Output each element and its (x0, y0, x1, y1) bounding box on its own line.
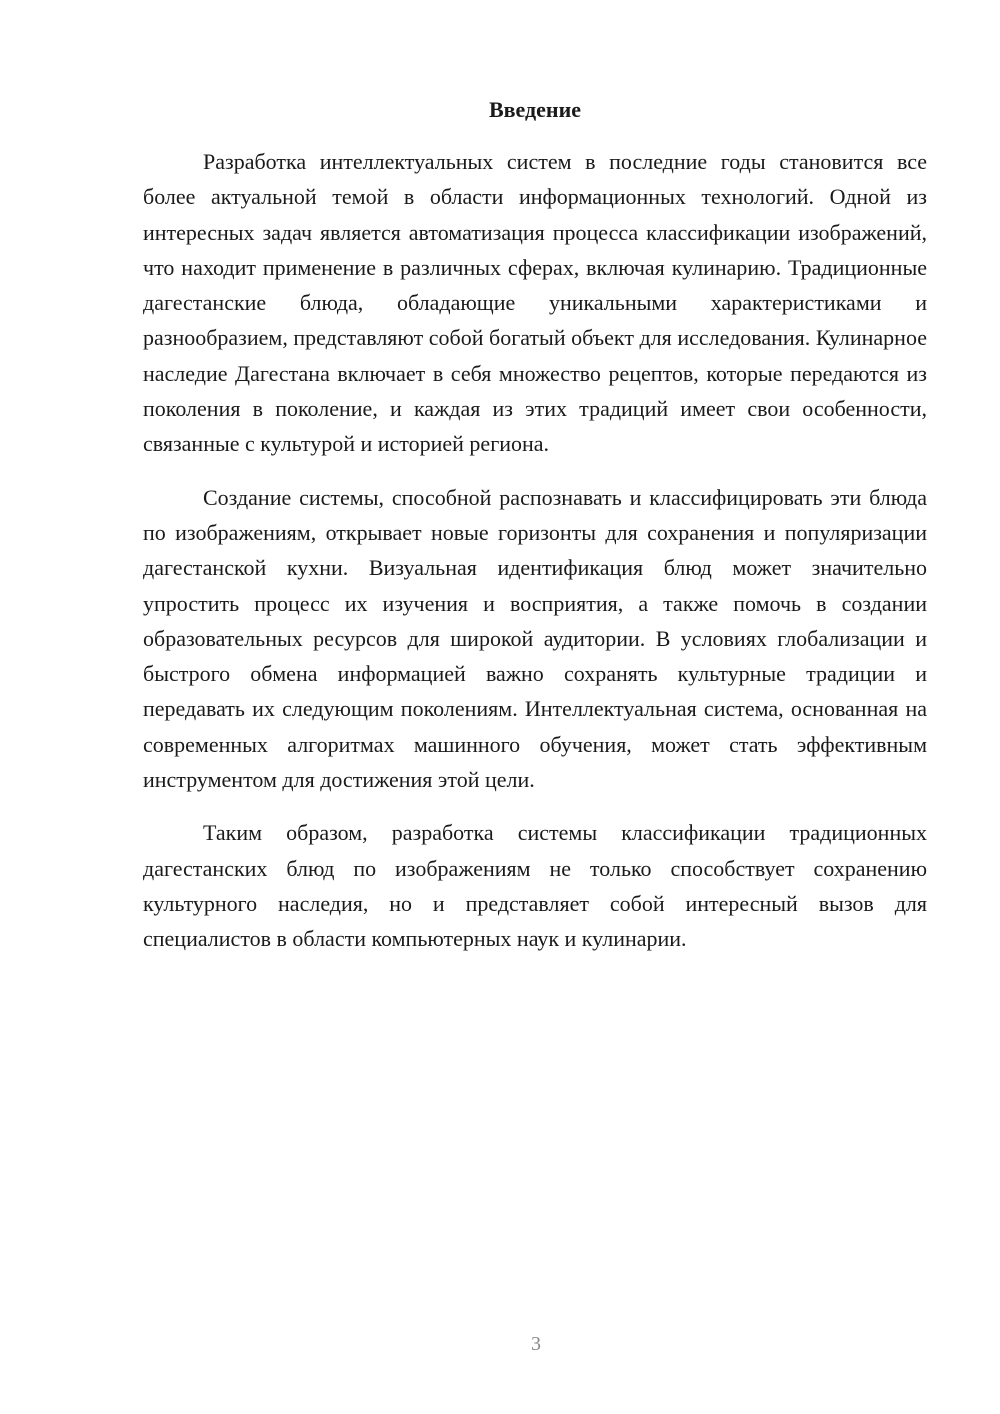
section-heading: Введение (488, 97, 582, 122)
page-content (143, 94, 927, 957)
paragraph-3: Таким образом, разработка системы классификации традиционных дагестанских блюд по изображениям не только способствует сохранению культурного наследия, но и представляет собой интересный вызов для специалистов в области компьютерных наук и кулинарии. (143, 820, 927, 952)
page-number: 3 (531, 1333, 541, 1355)
paragraph-1: Разработка интеллектуальных систем в последние годы становится все более актуальной темой в области информационных технологий. Одной из интересных задач является автоматизация процесса классификации изображений, что находит применение в различных сферах, включая кулинарию. Традиционные дагестанские блюда, обладающие уникальными характеристиками и разнообразием, представляют собой богатый объект для исследования. Кулинарное наследие Дагестана включает в себя множество рецептов, которые передаются из поколения в поколение, и каждая из этих традиций имеет свои особенности, связанные с культурой и историей региона. (143, 149, 927, 457)
paragraph-2: Создание системы, способной распознавать и классифицировать эти блюда по изображениям, открывает новые горизонты для сохранения и популяризации дагестанской кухни. Визуальная идентификация блюд может значительно упростить процесс их изучения и восприятия, а также помочь в создании образовательных ресурсов для широкой аудитории. В условиях глобализации и быстрого обмена информацией важно сохранять культурные традиции и передавать их следующим поколениям. Интеллектуальная система, основанная на современных алгоритмах машинного обучения, может стать эффективным инструментом для достижения этой цели. (143, 484, 927, 793)
